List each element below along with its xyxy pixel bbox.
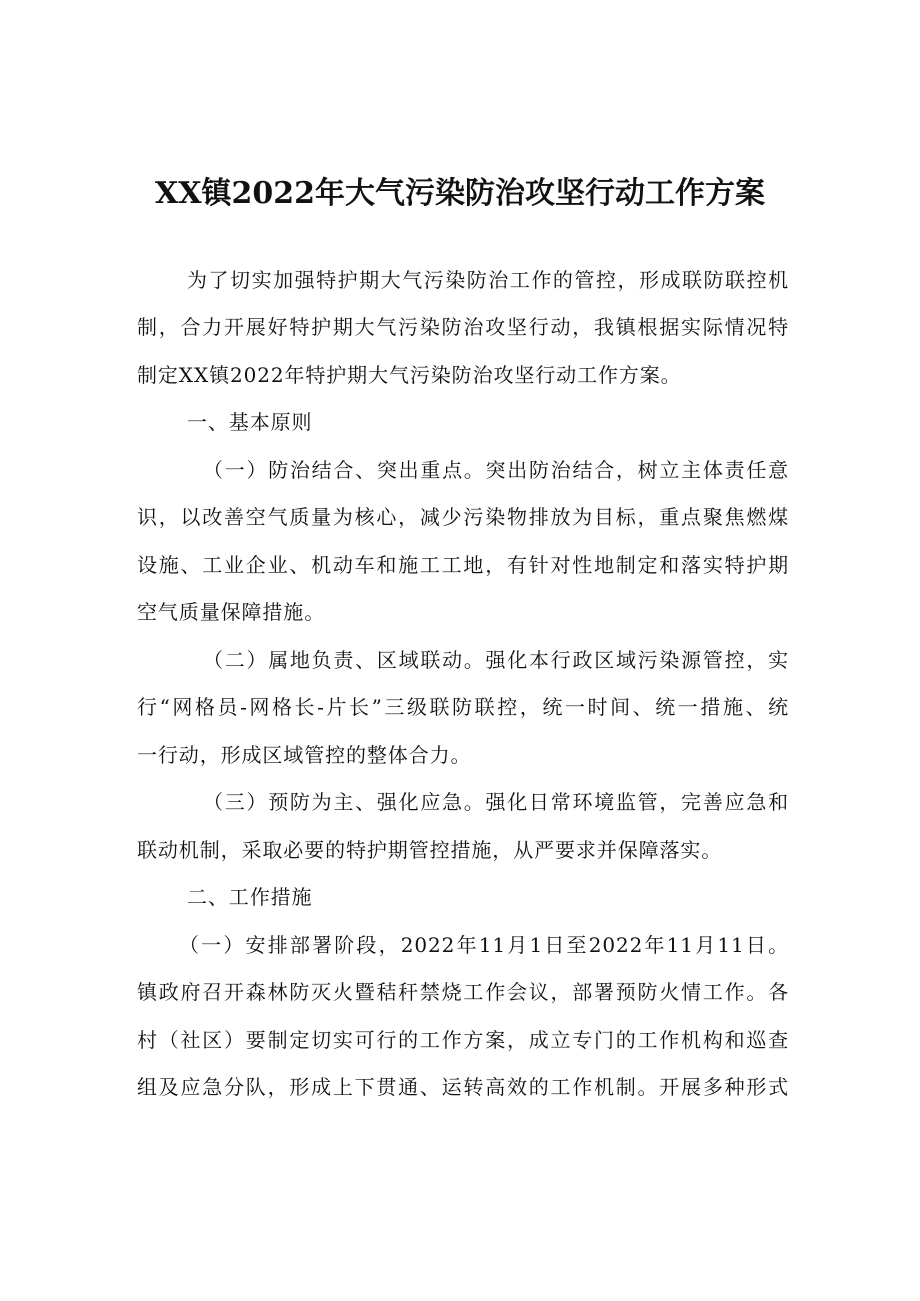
paragraph-line: 一行动，形成区域管控的整体合力。 xyxy=(137,743,472,767)
paragraph-line: 组及应急分队，形成上下贯通、运转高效的工作机制。开展多种形式 xyxy=(137,1075,789,1099)
paragraph-line: 设施、工业企业、机动车和施工工地，有针对性地制定和落实特护期 xyxy=(137,553,789,577)
paragraph-line: 识，以改善空气质量为核心，减少污染物排放为目标，重点聚焦燃煤 xyxy=(137,505,789,529)
document-title: XX镇2022年大气污染防治攻坚行动工作方案 xyxy=(154,176,766,211)
section-heading: 一、基本原则 xyxy=(187,410,313,434)
paragraph-line: 镇政府召开森林防灭火暨秸秆禁烧工作会议，部署预防火情工作。各 xyxy=(137,980,789,1004)
paragraph-line: 村（社区）要制定切实可行的工作方案，成立专门的工作机构和巡查 xyxy=(137,1028,789,1052)
paragraph-line: 行“网格员-网格长-片长”三级联防联控，统一时间、统一措施、统 xyxy=(137,695,789,719)
paragraph-line: 空气质量保障措施。 xyxy=(137,600,326,624)
paragraph-line: 为了切实加强特护期大气污染防治工作的管控，形成联防联控机 xyxy=(187,268,789,292)
section-heading: 二、工作措施 xyxy=(187,885,313,909)
paragraph-line: （一）防治结合、突出重点。突出防治结合，树立主体责任意 xyxy=(203,458,789,482)
paragraph-line: （三）预防为主、强化应急。强化日常环境监管，完善应急和 xyxy=(203,790,789,814)
paragraph-line: （一）安排部署阶段，2022年11月1日至2022年11月11日。 xyxy=(179,933,789,957)
paragraph-line: 制定XX镇2022年特护期大气污染防治攻坚行动工作方案。 xyxy=(137,363,682,387)
paragraph-line: 制，合力开展好特护期大气污染防治攻坚行动，我镇根据实际情况特 xyxy=(137,315,789,339)
paragraph-line: （二）属地负责、区域联动。强化本行政区域污染源管控，实 xyxy=(203,648,789,672)
paragraph-line: 联动机制，采取必要的特护期管控措施，从严要求并保障落实。 xyxy=(137,838,723,862)
